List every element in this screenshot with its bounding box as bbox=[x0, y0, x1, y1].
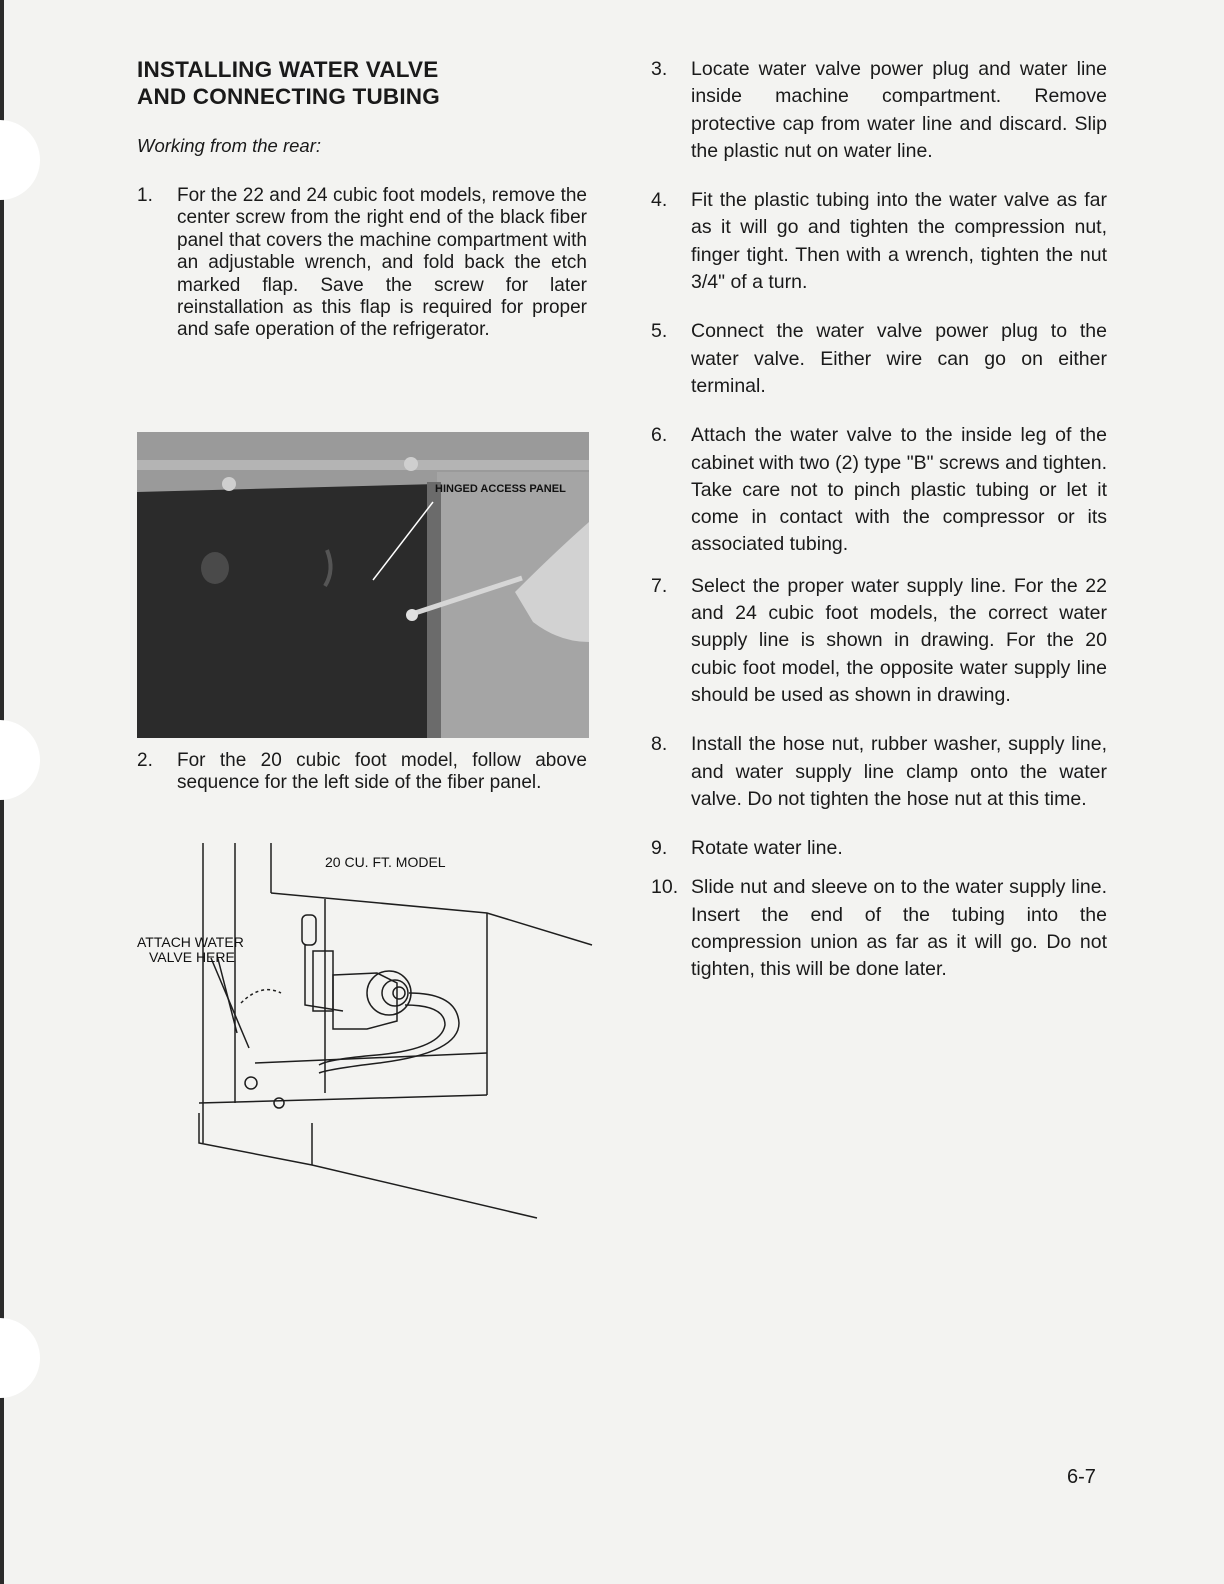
hinged-access-panel-label: HINGED ACCESS PANEL bbox=[435, 483, 566, 495]
attach-label-line-1: ATTACH WATER bbox=[137, 934, 244, 950]
step-text: Locate water valve power plug and water line inside machine compartment. Remove protective cap from water line and discard. Slip the plastic nut on water line. bbox=[691, 58, 1107, 162]
punch-hole-bottom bbox=[0, 1318, 40, 1398]
step-text: Fit the plastic tubing into the water valve as far as it will go and tighten the compression nut, finger tight. Then with a wrench, tighten the nut 3/4" of a turn. bbox=[691, 189, 1107, 294]
step-6 bbox=[651, 422, 1107, 558]
step-text: Rotate water line. bbox=[691, 837, 843, 860]
right-column bbox=[651, 56, 1107, 984]
step-5 bbox=[651, 318, 1107, 400]
step-number: 1. bbox=[137, 185, 153, 206]
page-number: 6-7 bbox=[1067, 1466, 1096, 1488]
water-valve-diagram bbox=[137, 843, 597, 1243]
step-number: 8. bbox=[651, 733, 668, 756]
step-number: 2. bbox=[137, 750, 153, 771]
punch-hole-middle bbox=[0, 720, 40, 800]
step-10 bbox=[651, 874, 1107, 983]
step-text: Connect the water valve power plug to the water valve. Either wire can go on either terminal. bbox=[691, 320, 1107, 397]
step-7 bbox=[651, 573, 1107, 709]
step-number: 4. bbox=[651, 189, 668, 212]
left-column bbox=[137, 56, 587, 342]
attach-label-line-2: VALVE HERE bbox=[149, 949, 235, 965]
subheading: Working from the rear: bbox=[137, 135, 322, 156]
step-number: 6. bbox=[651, 424, 668, 447]
step-number: 10. bbox=[651, 876, 679, 899]
step-number: 7. bbox=[651, 574, 668, 597]
step-text: For the 20 cubic foot model, follow above sequence for the left side of the fiber panel. bbox=[177, 750, 587, 794]
step-text: Slide nut and sleeve on to the water supply line. Insert the end of the tubing into the compression union as far as it will go. Do not tighten, this will be done later. bbox=[691, 876, 1107, 981]
step-1 bbox=[137, 185, 587, 342]
step-number: 3. bbox=[651, 58, 668, 80]
step-2 bbox=[137, 750, 587, 795]
step-text: Select the proper water supply line. For the 22 and 24 cubic foot models, the correct water supply line is shown in drawing. For the 20 cubic foot model, the opposite water supply line should be used as shown in drawing. bbox=[691, 574, 1107, 706]
step-3 bbox=[651, 56, 1107, 165]
step-text: For the 22 and 24 cubic foot models, remove the center screw from the right end of the black fiber panel that covers the machine compartment with an adjustable wrench, and fold back the etch marked flap. Save the screw for later reinstallation as this flap is required for proper and safe operation of the refrigerator. bbox=[177, 185, 587, 341]
diagram-title: 20 CU. FT. MODEL bbox=[325, 854, 446, 870]
page-title bbox=[137, 56, 587, 110]
title-line-1: INSTALLING WATER VALVE bbox=[137, 57, 439, 82]
title-line-2: AND CONNECTING TUBING bbox=[137, 84, 440, 109]
step-4 bbox=[651, 187, 1107, 296]
step-9 bbox=[651, 835, 1107, 862]
step-text: Attach the water valve to the inside leg of the cabinet with two (2) type "B" screws and tighten. Take care not to pinch plastic tubing or let it come in contact with the compressor or its associated tubing. bbox=[691, 424, 1107, 556]
step-number: 5. bbox=[651, 320, 668, 343]
step-number: 9. bbox=[651, 837, 668, 860]
punch-hole-top bbox=[0, 120, 40, 200]
step-2-wrapper bbox=[137, 750, 587, 795]
access-panel-photo bbox=[137, 432, 589, 738]
step-8 bbox=[651, 731, 1107, 813]
step-text: Install the hose nut, rubber washer, supply line, and water supply line clamp onto the water valve. Do not tighten the hose nut at this time. bbox=[691, 733, 1107, 810]
